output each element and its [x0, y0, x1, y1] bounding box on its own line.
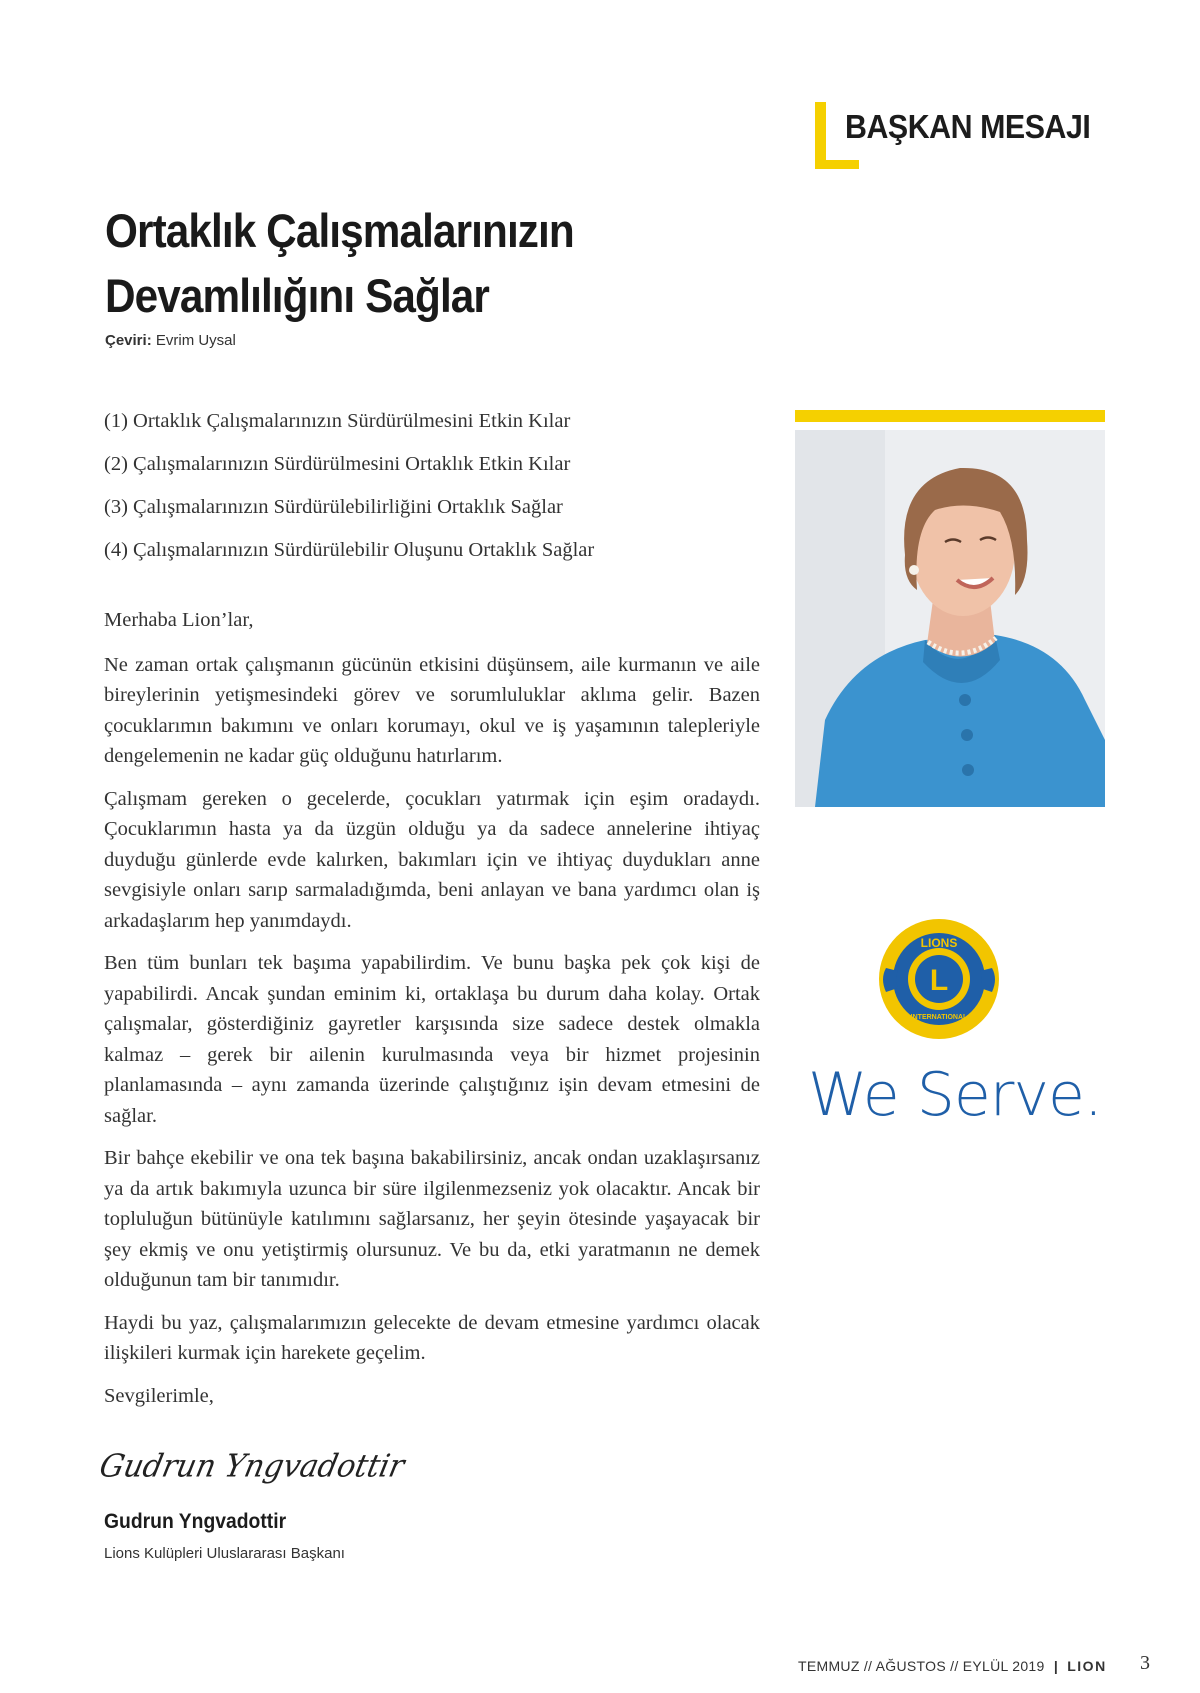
handwritten-signature: Gudrun Yngvadottir — [96, 1448, 408, 1485]
article-title — [105, 198, 574, 328]
author-name: Gudrun Yngvadottir — [104, 1510, 287, 1533]
photo-accent-bar — [795, 410, 1105, 422]
president-portrait — [795, 430, 1105, 807]
paragraph: Çalışmam gereken o gecelerde, çocukları yatırmak için eşim oradaydı. Çocuklarımın hasta ya da üzgün olduğu ya da sadece annelerine ihtiyaç duyduğu günlerde evde kalırken, bakımları için ve ihtiyaç duydukları anne sevgisiyle onları sarıp sarmaladığımda, beni anlayan ve bana yardımcı olan iş arkadaşlarım hep yanımdaydı. — [104, 787, 760, 932]
logo-text-bottom: INTERNATIONAL — [910, 1014, 968, 1021]
section-accent-underline — [815, 160, 859, 169]
article-title-line-1: Ortaklık Çalışmalarınızın — [105, 204, 574, 257]
portrait-illustration — [795, 430, 1105, 807]
subtitle-item: (4) Çalışmalarınızın Sürdürülebilir Oluşunu Ortaklık Sağlar — [104, 539, 595, 561]
lion-head-right — [980, 968, 995, 992]
slogan: We Serve. — [808, 1060, 1102, 1130]
article-body — [104, 605, 760, 1423]
paragraph: Ne zaman ortak çalışmanın gücünün etkisini düşünsem, aile kurmanın ve aile bireylerinin yetişmesindeki görev ve sorumluluklar aklıma gelir. Bazen çocuklarımın bakımını ve onları korumayı, okul ve iş yaşamının talepleriyle dengelemenin ne kadar güç olduğunu hatırlarım. — [104, 653, 760, 767]
lions-international-logo — [878, 918, 1000, 1040]
page-footer — [798, 1658, 1107, 1674]
translator-credit — [105, 332, 236, 349]
logo-text-top: LIONS — [920, 936, 958, 950]
greeting: Merhaba Lion’lar, — [104, 609, 254, 631]
translator-name: Evrim Uysal — [155, 332, 236, 349]
article-title-line-2: Devamlılığını Sağlar — [105, 269, 490, 322]
subtitle-item: (2) Çalışmalarınızın Sürdürülmesini Ortaklık Etkin Kılar — [104, 453, 571, 475]
logo-letter: L — [929, 964, 949, 997]
paragraph: Ben tüm bunları tek başıma yapabilirdim. Ve bunu başka pek çok kişi de yapabilirdi. Ancak şundan eminim ki, ortaklaşa bu durum daha kolay. Ortak çalışmalar, gösterdiğiniz gayretler karşısında size sadece destek olmakla kalmaz – gerek bir ailenin kurulmasında veya bir hizmet projesinin planlamasında – aynı zamanda üzerinde çalıştığınız işin devam etmesini de sağlar. — [104, 952, 760, 1127]
section-accent-bar — [815, 102, 826, 168]
page-number: 3 — [1140, 1652, 1150, 1674]
paragraph: Haydi bu yaz, çalışmalarımızın gelecekte de devam etmesine yardımcı olacak ilişkileri kurmak için harekete geçelim. — [104, 1311, 760, 1364]
closing: Sevgilerimle, — [104, 1384, 214, 1407]
paragraph: Bir bahçe ekebilir ve ona tek başına bakabilirsiniz, ancak ondan uzaklaşırsanız ya da artık bakımıyla uzunca bir süre ilgilenmezseniz yok olacaktır. Ancak bir topluluğun bütünüyle katılımını sağlarsanız, her şeyin ötesinde yaşayacak bir şey ekmiş ve onu yetiştirmiş olursunuz. Ve bu da, etki yaratmanın ne demek olduğunun tam bir tanımıdır. — [104, 1147, 760, 1291]
magazine-name: LION — [1067, 1658, 1107, 1674]
translator-label: Çeviri: — [105, 332, 152, 349]
issue-date: TEMMUZ // AĞUSTOS // EYLÜL 2019 — [798, 1658, 1045, 1674]
subtitle-list — [104, 400, 594, 572]
subtitle-item: (3) Çalışmalarınızın Sürdürülebilirliğini Ortaklık Sağlar — [104, 496, 563, 518]
lion-head-left — [883, 968, 898, 992]
subtitle-item: (1) Ortaklık Çalışmalarınızın Sürdürülmesini Etkin Kılar — [104, 410, 571, 432]
footer-separator: | — [1053, 1658, 1059, 1674]
author-role: Lions Kulüpleri Uluslararası Başkanı — [104, 1545, 345, 1562]
section-label: BAŞKAN MESAJI — [845, 108, 1091, 145]
